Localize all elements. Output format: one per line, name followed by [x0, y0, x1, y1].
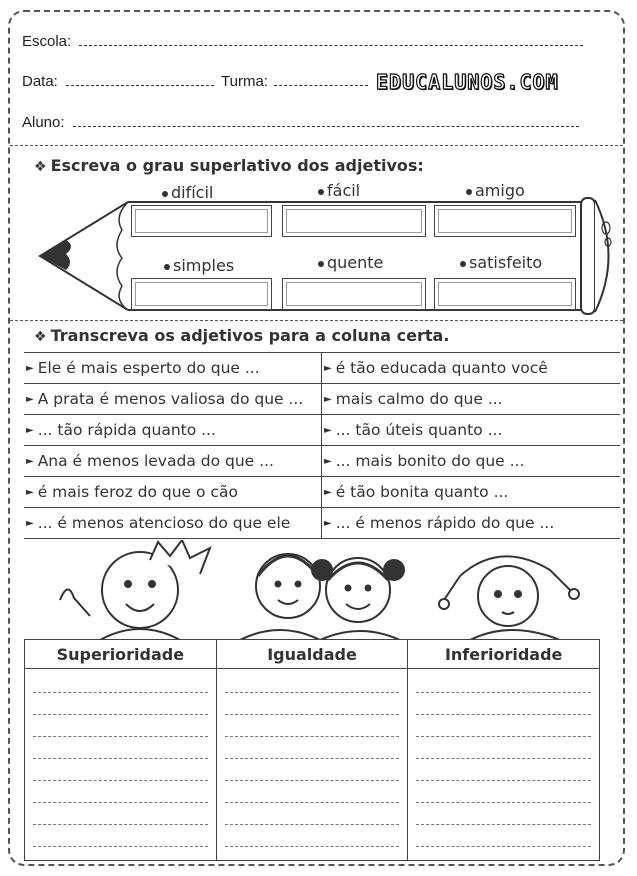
date-blank[interactable]	[66, 73, 214, 86]
class-blank[interactable]	[274, 73, 368, 86]
sentence-cell	[24, 477, 322, 507]
triangle-arrow-icon: ►	[26, 486, 34, 498]
sentence-cell	[322, 477, 620, 507]
bullet-dot-icon	[466, 189, 472, 195]
sentence-text: A prata é menos valiosa do que ...	[37, 390, 304, 408]
sentence-text: é tão educada quanto você	[335, 359, 548, 377]
sentence-cell	[322, 446, 620, 476]
writing-line[interactable]	[416, 692, 591, 693]
sentence-cell	[322, 353, 620, 383]
answer-box-5[interactable]	[282, 278, 426, 310]
writing-line[interactable]	[416, 780, 591, 781]
word-2	[318, 181, 360, 200]
word-1	[162, 183, 213, 202]
writing-line[interactable]	[225, 692, 400, 693]
sentence-cell	[24, 415, 322, 445]
triangle-arrow-icon: ►	[324, 362, 332, 374]
table-row	[24, 415, 620, 446]
table-row	[24, 446, 620, 477]
sentence-cell	[24, 353, 322, 383]
bullet-dot-icon	[460, 261, 466, 267]
writing-line[interactable]	[225, 736, 400, 737]
children-illustration	[40, 540, 600, 640]
triangle-arrow-icon: ►	[324, 455, 332, 467]
student-field	[22, 114, 579, 131]
exercise-divider	[10, 320, 623, 321]
four-point-star-icon: ❖	[34, 159, 47, 175]
answer-box-2[interactable]	[282, 205, 426, 237]
word-2-text: fácil	[327, 181, 361, 200]
writing-line[interactable]	[33, 736, 208, 737]
word-4-text: simples	[173, 256, 235, 275]
sentence-text: é tão bonita quanto ...	[335, 483, 509, 501]
sentence-text: Ele é mais esperto do que ...	[37, 359, 260, 377]
class-field	[221, 73, 368, 90]
table-row	[24, 384, 620, 415]
triangle-arrow-icon: ►	[26, 362, 34, 374]
word-6	[460, 253, 542, 272]
student-label: Aluno:	[22, 114, 65, 131]
sentence-cell	[24, 508, 322, 538]
table-row	[24, 508, 620, 539]
sentence-cell	[24, 384, 322, 414]
writing-line[interactable]	[416, 736, 591, 737]
date-label: Data:	[22, 73, 58, 90]
table-row	[24, 353, 620, 384]
writing-line[interactable]	[225, 758, 400, 759]
writing-line[interactable]	[416, 714, 591, 715]
triangle-arrow-icon: ►	[26, 455, 34, 467]
brand-logo: EDUCALUNOS.COM	[376, 70, 559, 94]
triangle-arrow-icon: ►	[26, 424, 34, 436]
writing-line[interactable]	[416, 846, 591, 847]
writing-line[interactable]	[225, 780, 400, 781]
writing-line[interactable]	[416, 824, 591, 825]
bullet-dot-icon	[318, 261, 324, 267]
table-row	[24, 477, 620, 508]
writing-line[interactable]	[225, 714, 400, 715]
sentence-table	[24, 352, 620, 539]
header-divider	[10, 145, 623, 146]
class-label: Turma:	[221, 73, 268, 90]
triangle-arrow-icon: ►	[324, 393, 332, 405]
column-header: Superioridade	[25, 640, 216, 669]
sentence-cell	[24, 446, 322, 476]
sentence-cell	[322, 415, 620, 445]
exercise2-instruction	[34, 326, 449, 345]
word-3-text: amigo	[475, 181, 525, 200]
answer-box-4[interactable]	[131, 278, 272, 310]
school-blank[interactable]	[79, 33, 583, 46]
sentence-text: é mais feroz do que o cão	[37, 483, 238, 501]
sentence-text: ... mais bonito do que ...	[335, 452, 525, 470]
writing-line[interactable]	[33, 824, 208, 825]
word-4	[164, 256, 234, 275]
writing-line[interactable]	[225, 802, 400, 803]
school-field	[22, 33, 583, 50]
writing-line[interactable]	[33, 758, 208, 759]
exercise2-instruction-text: Transcreva os adjetivos para a coluna certa.	[50, 326, 450, 345]
sentence-text: Ana é menos levada do que ...	[37, 452, 274, 470]
writing-line[interactable]	[33, 692, 208, 693]
word-6-text: satisfeito	[469, 253, 543, 272]
triangle-arrow-icon: ►	[324, 424, 332, 436]
word-5	[318, 253, 383, 272]
sentence-text: ... tão rápida quanto ...	[37, 421, 216, 439]
sentence-cell	[322, 384, 620, 414]
column-header: Inferioridade	[408, 640, 599, 669]
column-igualdade	[217, 640, 409, 860]
exercise1-instruction	[34, 156, 424, 175]
classification-table	[24, 639, 600, 861]
bullet-dot-icon	[318, 189, 324, 195]
sentence-text: ... é menos atencioso do que ele	[37, 514, 291, 532]
writing-line[interactable]	[416, 758, 591, 759]
bullet-dot-icon	[164, 264, 170, 270]
exercise1-instruction-text: Escreva o grau superlativo dos adjetivos:	[50, 156, 424, 175]
four-point-star-icon: ❖	[34, 329, 47, 345]
writing-line[interactable]	[416, 802, 591, 803]
column-inferioridade	[408, 640, 599, 860]
answer-box-6[interactable]	[434, 278, 576, 310]
column-superioridade	[25, 640, 217, 860]
writing-line[interactable]	[33, 846, 208, 847]
word-3	[466, 181, 525, 200]
writing-line[interactable]	[225, 846, 400, 847]
word-5-text: quente	[327, 253, 384, 272]
writing-line[interactable]	[33, 714, 208, 715]
bullet-dot-icon	[162, 191, 168, 197]
column-header: Igualdade	[217, 640, 408, 669]
sentence-text: ... tão úteis quanto ...	[335, 421, 503, 439]
word-1-text: difícil	[171, 183, 214, 202]
triangle-arrow-icon: ►	[26, 517, 34, 529]
sentence-cell	[322, 508, 620, 538]
school-label: Escola:	[22, 33, 72, 50]
writing-line[interactable]	[33, 802, 208, 803]
triangle-arrow-icon: ►	[324, 486, 332, 498]
writing-line[interactable]	[33, 780, 208, 781]
triangle-arrow-icon: ►	[324, 517, 332, 529]
student-blank[interactable]	[73, 114, 579, 127]
sentence-text: mais calmo do que ...	[335, 390, 503, 408]
answer-box-3[interactable]	[434, 205, 576, 237]
sentence-text: ... é menos rápido do que ...	[335, 514, 555, 532]
answer-box-1[interactable]	[131, 205, 272, 237]
writing-line[interactable]	[225, 824, 400, 825]
triangle-arrow-icon: ►	[26, 393, 34, 405]
date-field	[22, 73, 214, 90]
